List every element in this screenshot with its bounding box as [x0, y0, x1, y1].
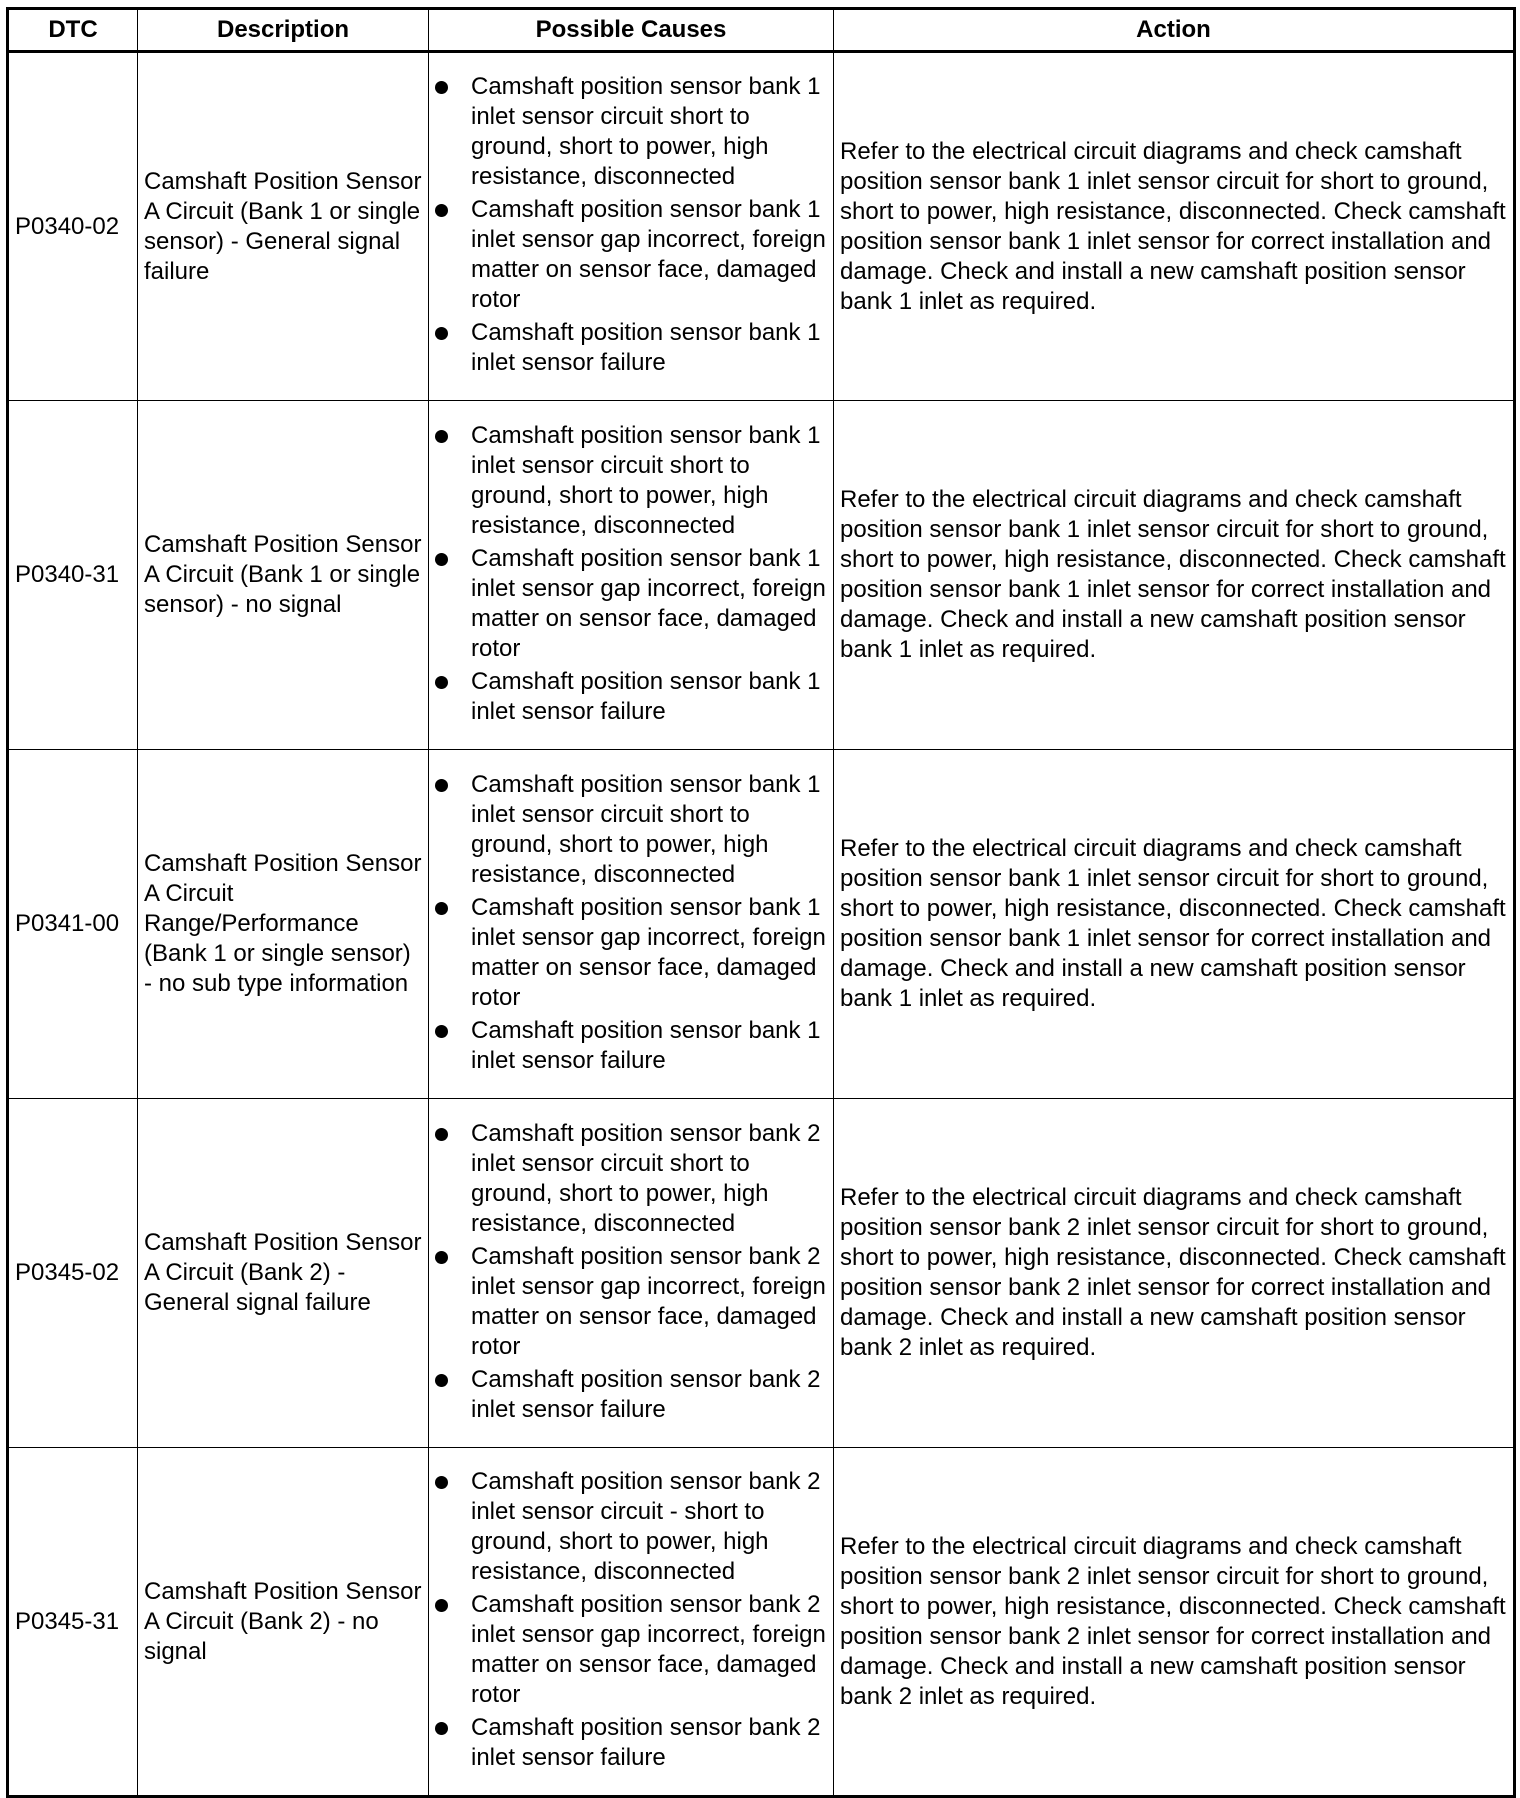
header-dtc: DTC: [8, 9, 138, 52]
possible-causes-cell: [429, 1099, 834, 1448]
dtc-code: P0340-31: [8, 401, 138, 750]
possible-causes-cell: [429, 750, 834, 1099]
possible-causes-list: [435, 1467, 827, 1773]
header-action: Action: [834, 9, 1515, 52]
table-row: [8, 1448, 1515, 1797]
possible-cause-item: Camshaft position sensor bank 2 inlet sensor failure: [435, 1365, 827, 1425]
dtc-description: Camshaft Position Sensor A Circuit (Bank 2) - no signal: [138, 1448, 429, 1797]
possible-cause-item: Camshaft position sensor bank 1 inlet sensor gap incorrect, foreign matter on sensor face, damaged rotor: [435, 893, 827, 1013]
dtc-description: Camshaft Position Sensor A Circuit (Bank 2) - General signal failure: [138, 1099, 429, 1448]
header-description: Description: [138, 9, 429, 52]
possible-cause-item: Camshaft position sensor bank 2 inlet sensor gap incorrect, foreign matter on sensor face, damaged rotor: [435, 1590, 827, 1710]
possible-causes-list: [435, 72, 827, 378]
table-header: [8, 9, 1515, 52]
dtc-code: P0345-31: [8, 1448, 138, 1797]
dtc-code: P0340-02: [8, 52, 138, 401]
possible-cause-item: Camshaft position sensor bank 1 inlet sensor failure: [435, 1016, 827, 1076]
possible-cause-item: Camshaft position sensor bank 2 inlet sensor circuit short to ground, short to power, high resistance, disconnected: [435, 1119, 827, 1239]
table-row: [8, 750, 1515, 1099]
possible-cause-item: Camshaft position sensor bank 1 inlet sensor circuit short to ground, short to power, high resistance, disconnected: [435, 421, 827, 541]
header-row: [8, 9, 1515, 52]
possible-cause-item: Camshaft position sensor bank 1 inlet sensor failure: [435, 667, 827, 727]
dtc-code: P0345-02: [8, 1099, 138, 1448]
possible-cause-item: Camshaft position sensor bank 2 inlet sensor gap incorrect, foreign matter on sensor face, damaged rotor: [435, 1242, 827, 1362]
header-possible-causes: Possible Causes: [429, 9, 834, 52]
possible-cause-item: Camshaft position sensor bank 2 inlet sensor failure: [435, 1713, 827, 1773]
possible-cause-item: Camshaft position sensor bank 1 inlet sensor circuit short to ground, short to power, high resistance, disconnected: [435, 72, 827, 192]
possible-cause-item: Camshaft position sensor bank 1 inlet sensor gap incorrect, foreign matter on sensor face, damaged rotor: [435, 544, 827, 664]
table-row: [8, 52, 1515, 401]
possible-cause-item: Camshaft position sensor bank 1 inlet sensor failure: [435, 318, 827, 378]
table-body: [8, 52, 1515, 1797]
possible-causes-list: [435, 421, 827, 727]
action-text: Refer to the electrical circuit diagrams and check camshaft position sensor bank 1 inlet sensor circuit for short to ground, short to power, high resistance, disconnected. Check camshaft position sensor bank 1 inlet sensor for correct installation and damage. Check and install a new camshaft position sensor bank 1 inlet as required.: [834, 52, 1515, 401]
action-text: Refer to the electrical circuit diagrams and check camshaft position sensor bank 1 inlet sensor circuit for short to ground, short to power, high resistance, disconnected. Check camshaft position sensor bank 1 inlet sensor for correct installation and damage. Check and install a new camshaft position sensor bank 1 inlet as required.: [834, 401, 1515, 750]
table-row: [8, 401, 1515, 750]
action-text: Refer to the electrical circuit diagrams and check camshaft position sensor bank 1 inlet sensor circuit for short to ground, short to power, high resistance, disconnected. Check camshaft position sensor bank 1 inlet sensor for correct installation and damage. Check and install a new camshaft position sensor bank 1 inlet as required.: [834, 750, 1515, 1099]
possible-causes-cell: [429, 52, 834, 401]
possible-cause-item: Camshaft position sensor bank 1 inlet sensor circuit short to ground, short to power, high resistance, disconnected: [435, 770, 827, 890]
possible-causes-cell: [429, 1448, 834, 1797]
possible-causes-list: [435, 770, 827, 1076]
dtc-code: P0341-00: [8, 750, 138, 1099]
possible-cause-item: Camshaft position sensor bank 2 inlet sensor circuit - short to ground, short to power, high resistance, disconnected: [435, 1467, 827, 1587]
table-row: [8, 1099, 1515, 1448]
dtc-description: Camshaft Position Sensor A Circuit Range/Performance (Bank 1 or single sensor) - no sub type information: [138, 750, 429, 1099]
action-text: Refer to the electrical circuit diagrams and check camshaft position sensor bank 2 inlet sensor circuit for short to ground, short to power, high resistance, disconnected. Check camshaft position sensor bank 2 inlet sensor for correct installation and damage. Check and install a new camshaft position sensor bank 2 inlet as required.: [834, 1099, 1515, 1448]
possible-cause-item: Camshaft position sensor bank 1 inlet sensor gap incorrect, foreign matter on sensor face, damaged rotor: [435, 195, 827, 315]
action-text: Refer to the electrical circuit diagrams and check camshaft position sensor bank 2 inlet sensor circuit for short to ground, short to power, high resistance, disconnected. Check camshaft position sensor bank 2 inlet sensor for correct installation and damage. Check and install a new camshaft position sensor bank 2 inlet as required.: [834, 1448, 1515, 1797]
possible-causes-list: [435, 1119, 827, 1425]
dtc-description: Camshaft Position Sensor A Circuit (Bank 1 or single sensor) - no signal: [138, 401, 429, 750]
dtc-table: [6, 7, 1516, 1798]
possible-causes-cell: [429, 401, 834, 750]
dtc-description: Camshaft Position Sensor A Circuit (Bank 1 or single sensor) - General signal failure: [138, 52, 429, 401]
